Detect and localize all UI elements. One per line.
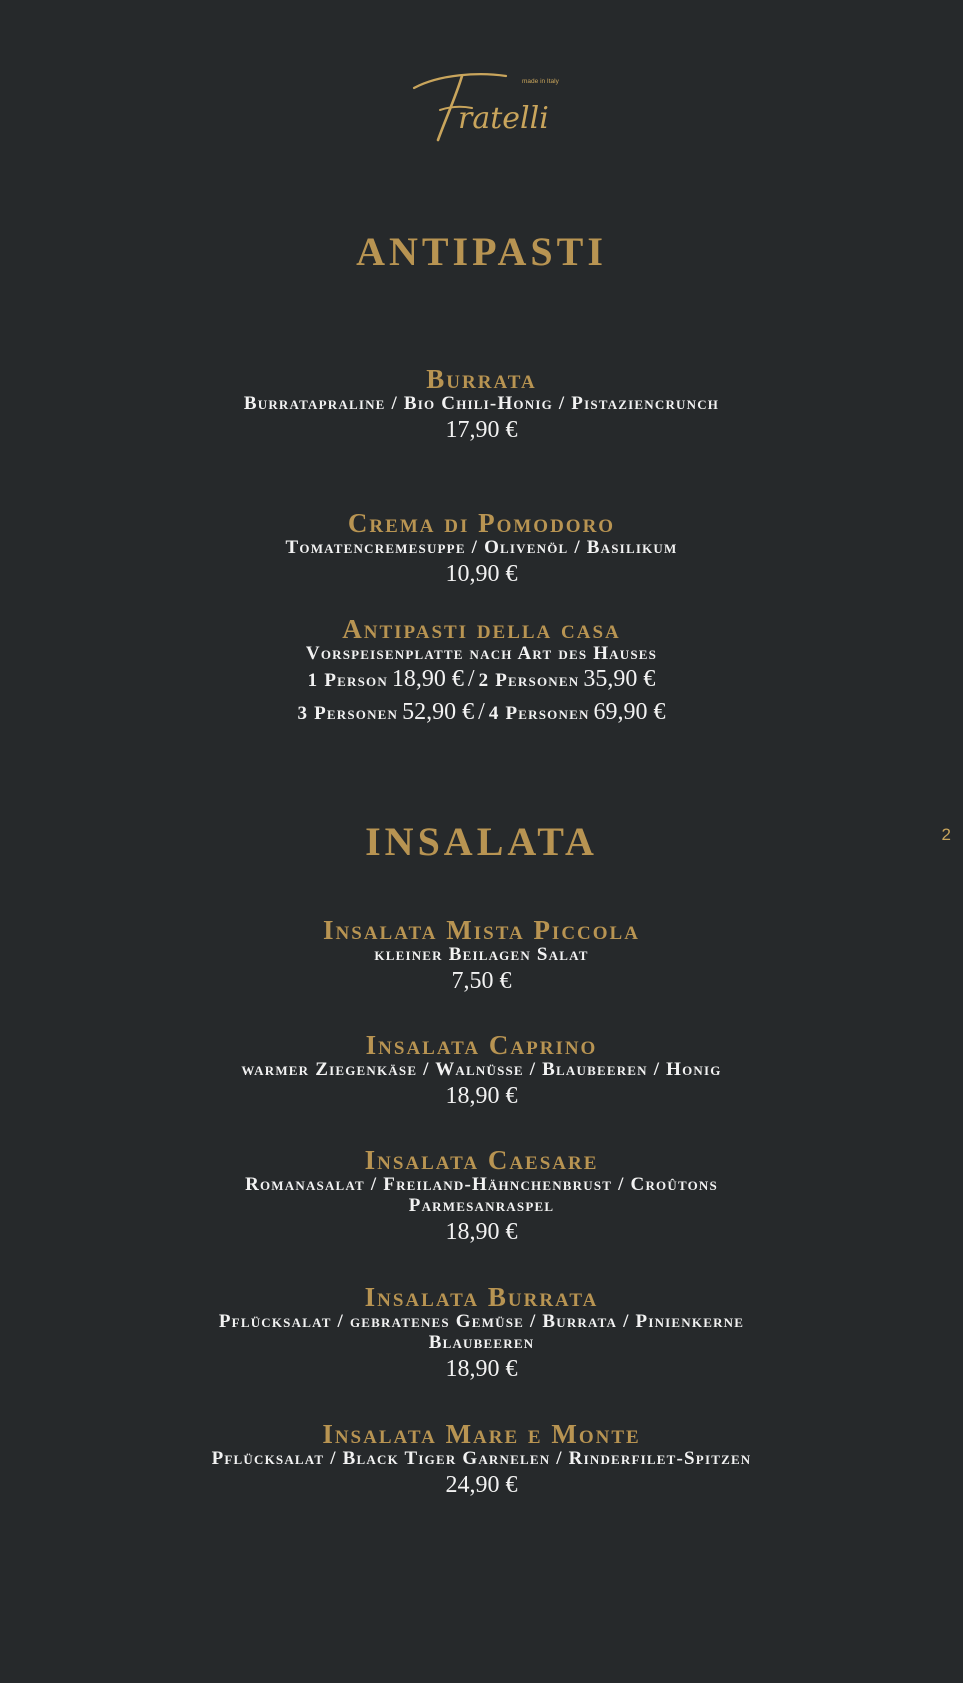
menu-item — [0, 1031, 963, 1112]
fratelli-logo-mark — [410, 66, 560, 146]
item-description: Pflücksalat / gebratenes Gemüse / Burrata / Pinienkerne — [218, 1311, 745, 1332]
item-price: 10,90 € — [445, 561, 518, 587]
menu-item — [0, 615, 963, 730]
menu-item — [0, 1420, 963, 1501]
item-description: Romanasalat / Freiland-Hähnchenbrust / Croûtons — [245, 1174, 718, 1195]
item-price: 18,90 € — [445, 1356, 518, 1382]
price-separator: / — [467, 666, 475, 692]
page-number: 2 — [941, 825, 951, 844]
portion-label: 1 Person — [307, 670, 388, 691]
item-name: Insalata Caprino — [365, 1030, 598, 1060]
item-description: Burratapraline / Bio Chili-Honig / Pistaziencrunch — [243, 393, 720, 414]
item-price: 18,90 € — [445, 1083, 518, 1109]
item-price: 18,90 € — [445, 1219, 518, 1245]
menu-item — [0, 365, 963, 446]
svg-text:ratelli: ratelli — [458, 101, 549, 136]
item-name: Insalata Mare e Monte — [322, 1419, 641, 1449]
portion-label: 2 Personen — [478, 670, 580, 691]
portion-label: 3 Personen — [297, 703, 399, 724]
item-description: Parmesanraspel — [408, 1195, 555, 1216]
menu-item — [0, 509, 963, 590]
price-line — [0, 697, 963, 730]
item-name: Insalata Burrata — [364, 1282, 599, 1312]
portion-label: 4 Personen — [488, 703, 590, 724]
item-price: 52,90 € — [402, 699, 475, 725]
item-price: 18,90 € — [391, 666, 464, 692]
item-name: Antipasti della casa — [342, 614, 621, 644]
menu-item — [0, 1146, 963, 1248]
item-description: Pflücksalat / Black Tiger Garnelen / Rinderfilet-Spitzen — [211, 1448, 752, 1469]
section-title-antipasti: ANTIPASTI — [356, 229, 607, 274]
item-description: kleiner Beilagen Salat — [374, 944, 589, 965]
fratelli-logo — [410, 66, 560, 146]
item-name: Insalata Caesare — [364, 1145, 599, 1175]
item-price: 7,50 € — [451, 968, 512, 994]
section-title-insalata: INSALATA — [365, 819, 598, 864]
item-description: Blaubeeren — [428, 1332, 535, 1353]
item-description: Vorspeisenplatte nach Art des Hauses — [305, 643, 658, 664]
menu-item — [0, 916, 963, 997]
item-description: warmer Ziegenkäse / Walnüsse / Blaubeeren / Honig — [241, 1059, 722, 1080]
item-description: Tomatencremesuppe / Olivenöl / Basilikum — [285, 537, 678, 558]
item-price: 24,90 € — [445, 1472, 518, 1498]
item-name: Burrata — [426, 364, 537, 394]
price-line — [0, 664, 963, 697]
menu-item — [0, 1283, 963, 1385]
item-price: 17,90 € — [445, 417, 518, 443]
item-name: Crema di Pomodoro — [347, 508, 616, 538]
item-name: Insalata Mista Piccola — [323, 915, 640, 945]
item-price: 69,90 € — [593, 699, 666, 725]
price-separator: / — [478, 699, 485, 725]
item-price: 35,90 € — [583, 666, 656, 692]
logo-tagline: made in Italy — [522, 78, 559, 85]
